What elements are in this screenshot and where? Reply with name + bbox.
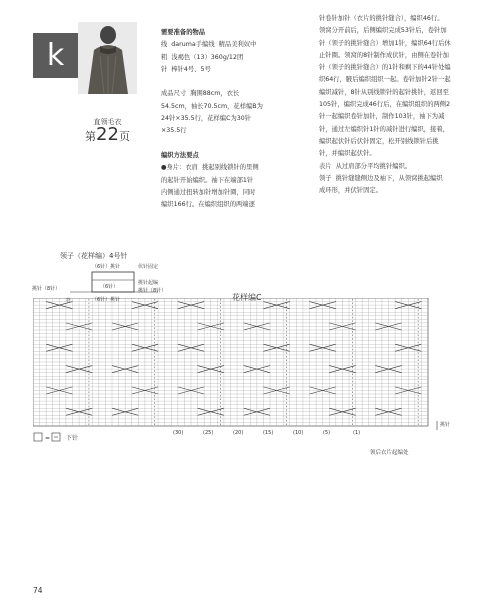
column-number-label: (1) — [353, 430, 361, 436]
model-photo-image — [78, 22, 137, 94]
materials-line: 粗 浅褐色（13）360g/12团 — [161, 53, 244, 61]
model-photo — [78, 22, 137, 94]
materials-line: 24针×35.5行，花样编C为30针 — [161, 115, 252, 123]
instructions-line: 领窝分开前后，后侧编织完成53针后，卷针加 — [319, 27, 447, 35]
instructions-line: 针卷针加针（衣片的挑针缝合），编织46行。 — [319, 15, 444, 22]
instructions-line: 105针，编织完成46行后，在编织组织的两侧2 — [319, 101, 451, 109]
page-prefix: 第 — [85, 130, 97, 143]
knitting-chart — [33, 298, 458, 446]
materials-line: 的起针开始编织。袖下在端部1针 — [161, 176, 254, 184]
materials-column — [161, 27, 311, 211]
materials-line: 针 棒针4号、5号 — [161, 65, 211, 73]
materials-line: 编织方法要点 — [161, 151, 199, 159]
chart-right-label: 挑针 — [440, 422, 451, 428]
materials-line: ×35.5行 — [161, 127, 187, 135]
page-reference — [78, 124, 137, 145]
collar-label-top-left: （6针）挑针 — [92, 264, 121, 270]
legend-description: 下针 — [66, 435, 79, 442]
materials-line — [161, 138, 311, 150]
instructions-line: 针，通过左编织针1针的减针进行编织，接着， — [319, 125, 449, 133]
instructions-column — [319, 13, 469, 197]
instructions-line: 针一起编织卷针加针，制作103针，袖下为减 — [319, 113, 445, 121]
legend-equals: = — [45, 435, 51, 442]
materials-line: 成品尺寸 胸围88cm，衣长 — [161, 90, 240, 98]
collar-label-center: （6针） — [100, 284, 119, 290]
instructions-line: 编织减针，8针从别线锁针的起针挑针，返回至 — [319, 88, 449, 96]
section-letter: k — [46, 38, 65, 73]
column-number-label: (5) — [323, 430, 331, 436]
collar-label: 领子（花样编）4号针 — [60, 252, 128, 260]
instructions-line: 织64行，腋后编织组织一起。卷针加针2针一起 — [319, 76, 451, 84]
instructions-line: 领子 挑针缝缝侧边及袖下，从领窝挑起编织 — [319, 174, 443, 182]
column-number-label: (10) — [293, 430, 304, 436]
collar-label-top-right: 伏针固定 — [138, 264, 159, 270]
item-name: 直领毛衣 — [93, 118, 122, 126]
materials-line: 编织166行。在编织组织的两端逐 — [161, 201, 255, 209]
materials-line: 内侧通过扭转加针增加针圈，同时 — [161, 188, 256, 196]
instructions-line: 成环形，并伏针固定。 — [319, 187, 382, 195]
collar-label-left: 挑针（8针） — [32, 286, 61, 292]
instructions-line: 表片 从过肩部分平均挑针编织。 — [319, 162, 412, 170]
materials-line: 线 daruma手编线 精品美利奴中 — [161, 41, 257, 49]
collar-label-bottom: （6针）挑针 — [92, 297, 121, 303]
page-suffix: 页 — [118, 130, 130, 143]
materials-line: 54.5cm，袖长70.5cm，花样编B为 — [161, 102, 263, 110]
collar-label-bottom-left: 符 — [66, 298, 72, 304]
legend-empty-cell — [34, 433, 42, 441]
chart-bottom-label: 领后衣片起编处 — [370, 450, 409, 456]
materials-line: ●身片：衣肩 挑起别线锁针的里侧 — [161, 164, 259, 172]
column-number-label: (30) — [173, 430, 184, 436]
column-number-label: (20) — [233, 430, 244, 436]
chart-grid — [33, 298, 428, 426]
page-reference-number: 22 — [96, 124, 119, 145]
collar-label-right-lower: 挑针（8针） — [138, 288, 167, 294]
materials-line — [161, 76, 311, 88]
chart-column-numbers — [173, 430, 360, 436]
chart-title: 花样编C — [232, 293, 262, 302]
instructions-line: 针（领子的挑针缝合）的1针和剩下的44针处编 — [319, 64, 451, 72]
page-number: 74 — [33, 586, 43, 595]
column-number-label: (15) — [263, 430, 274, 436]
instructions-line: 针，并编织起伏针。 — [319, 150, 376, 158]
materials-line: 需要准备的物品 — [161, 29, 206, 36]
collar-label-right-upper: 挑针起编 — [138, 280, 159, 286]
instructions-line: 编织起伏针后伏针固定，松开别线锁针后挑 — [319, 137, 439, 145]
instructions-line: 止针圈。领窝的8针制作成伏针，由侧在卷针加 — [319, 51, 449, 59]
column-number-label: (25) — [203, 430, 214, 436]
instructions-line: 针（领子的挑针缝合）增加1针，编织64行后休 — [319, 39, 451, 47]
